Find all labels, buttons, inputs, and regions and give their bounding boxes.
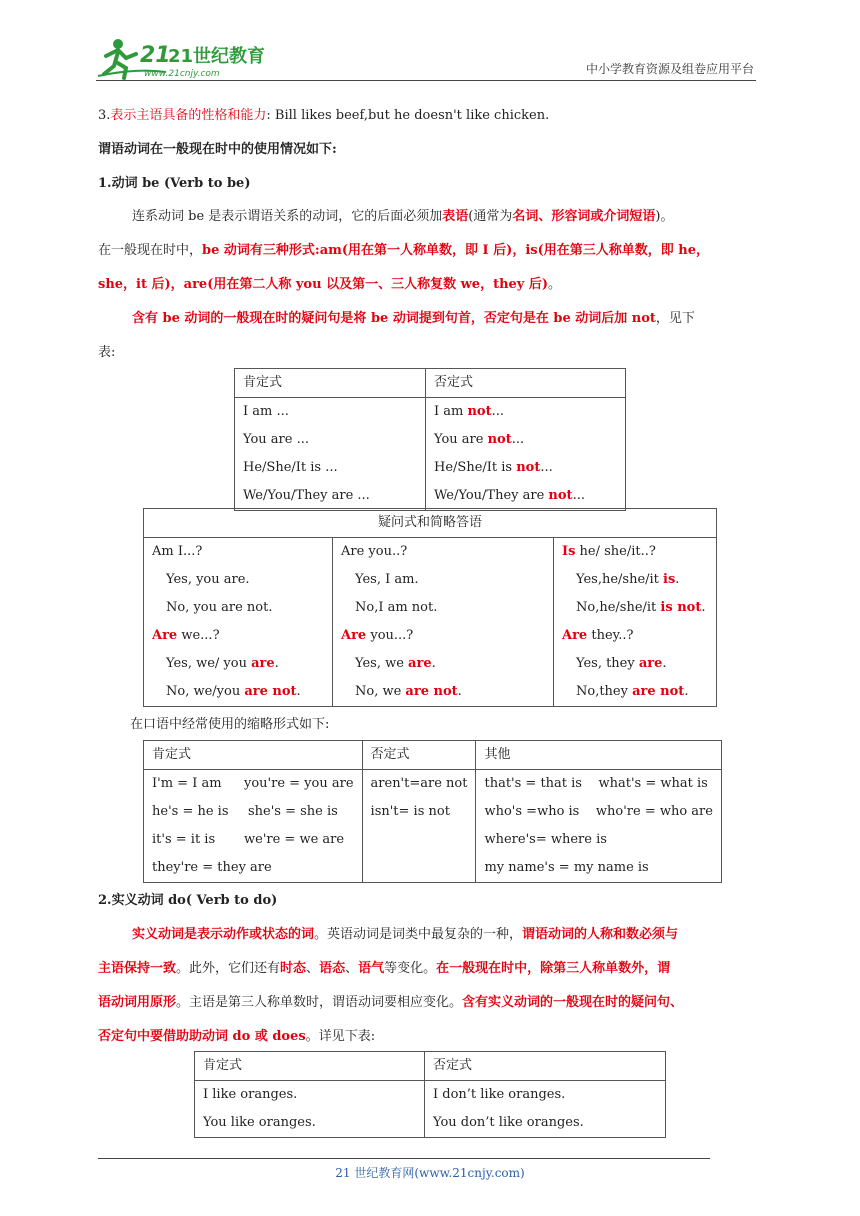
- footer-link[interactable]: 21 世纪教育网(www.21cnjy.com): [335, 1166, 525, 1180]
- table-header: 疑问式和简略答语: [144, 509, 717, 538]
- svg-text:21世纪教育: 21世纪教育: [168, 46, 266, 67]
- usage-heading: 谓语动词在一般现在时中的使用情况如下:: [98, 142, 337, 157]
- contraction-other: that's = that is what's = what is who's =who is who're = who are where's= where is my name's = my name is: [476, 770, 722, 883]
- verb-be-heading: 1.动词 be (Verb to be): [98, 176, 251, 191]
- table-header: 否定式: [362, 741, 476, 770]
- table-header: 肯定式: [144, 741, 363, 770]
- do-paragraph-line4: 否定句中要借助助动词 do 或 does。详见下表:: [98, 1029, 376, 1044]
- table-header: 肯定式: [195, 1052, 425, 1081]
- be-paragraph-line1: 连系动词 be 是表示谓语关系的动词，它的后面必须加表语(通常为名词、形容词或介词短语)。: [132, 209, 674, 224]
- do-affirmative-cell: I like oranges. You like oranges.: [195, 1081, 425, 1138]
- svg-text:21: 21: [140, 43, 171, 68]
- be-paragraph-line5: 表:: [98, 345, 116, 360]
- affirmative-cell: I am ... You are ... He/She/It is ... We/You/They are ...: [235, 398, 426, 511]
- section3-line: 3.表示主语具备的性格和能力: Bill likes beef,but he doesn't like chicken.: [98, 108, 550, 123]
- question-table: [143, 508, 717, 707]
- do-negative-cell: I don’t like oranges. You don’t like oranges.: [425, 1081, 666, 1138]
- contraction-affirmative: I'm = I am you're = you are he's = he is she's = she is it's = it is we're = we are they're = they are: [144, 770, 363, 883]
- be-paragraph-line4: 含有 be 动词的一般现在时的疑问句是将 be 动词提到句首，否定句是在 be 动词后加 not，见下: [132, 311, 695, 326]
- verb-do-heading: 2.实义动词 do( Verb to do): [98, 893, 278, 908]
- footer-divider: [98, 1158, 710, 1159]
- table-header: 否定式: [426, 369, 626, 398]
- table-header: 其他: [476, 741, 722, 770]
- do-paragraph-line1: 实义动词是表示动作或状态的词。英语动词是词类中最复杂的一种，谓语动词的人称和数必须与: [132, 927, 679, 942]
- runner-logo-icon: [96, 34, 266, 82]
- do-paragraph-line3: 语动词用原形。主语是第三人称单数时，谓语动词要相应变化。含有实义动词的一般现在时的疑问句、: [98, 995, 684, 1010]
- header-divider: [96, 80, 756, 81]
- do-forms-table: [194, 1051, 666, 1138]
- negative-cell: I am not... You are not... He/She/It is not... We/You/They are not...: [426, 398, 626, 511]
- table-header: 肯定式: [235, 369, 426, 398]
- be-paragraph-line3: she，it 后)，are(用在第二人称 you 以及第一、三人称复数 we，they 后)。: [98, 277, 562, 292]
- table-header: 否定式: [425, 1052, 666, 1081]
- be-forms-table: [234, 368, 626, 511]
- question-col-2: Are you..? Yes, I am. No,I am not. Are you...? Yes, we are. No, we are not.: [333, 538, 554, 707]
- contraction-negative: aren't=are not isn't= is not: [362, 770, 476, 883]
- platform-name: 中小学教育资源及组卷应用平台: [585, 62, 754, 76]
- contraction-intro: 在口语中经常使用的缩略形式如下:: [130, 717, 330, 732]
- svg-text:www.21cnjy.com: www.21cnjy.com: [144, 69, 220, 79]
- be-paragraph-line2: 在一般现在时中，be 动词有三种形式:am(用在第一人称单数，即 I 后)，is(用在第三人称单数，即 he，: [98, 243, 709, 258]
- site-logo: [96, 34, 266, 82]
- question-col-1: Am I...? Yes, you are. No, you are not. Are we...? Yes, we/ you are. No, we/you are not.: [144, 538, 333, 707]
- do-paragraph-line2: 主语保持一致。此外，它们还有时态、语态、语气等变化。在一般现在时中，除第三人称单数外，谓: [98, 961, 671, 976]
- contraction-table: [143, 740, 722, 883]
- question-col-3: Is he/ she/it..? Yes,he/she/it is. No,he/she/it is not. Are they..? Yes, they are. No,they are not.: [554, 538, 717, 707]
